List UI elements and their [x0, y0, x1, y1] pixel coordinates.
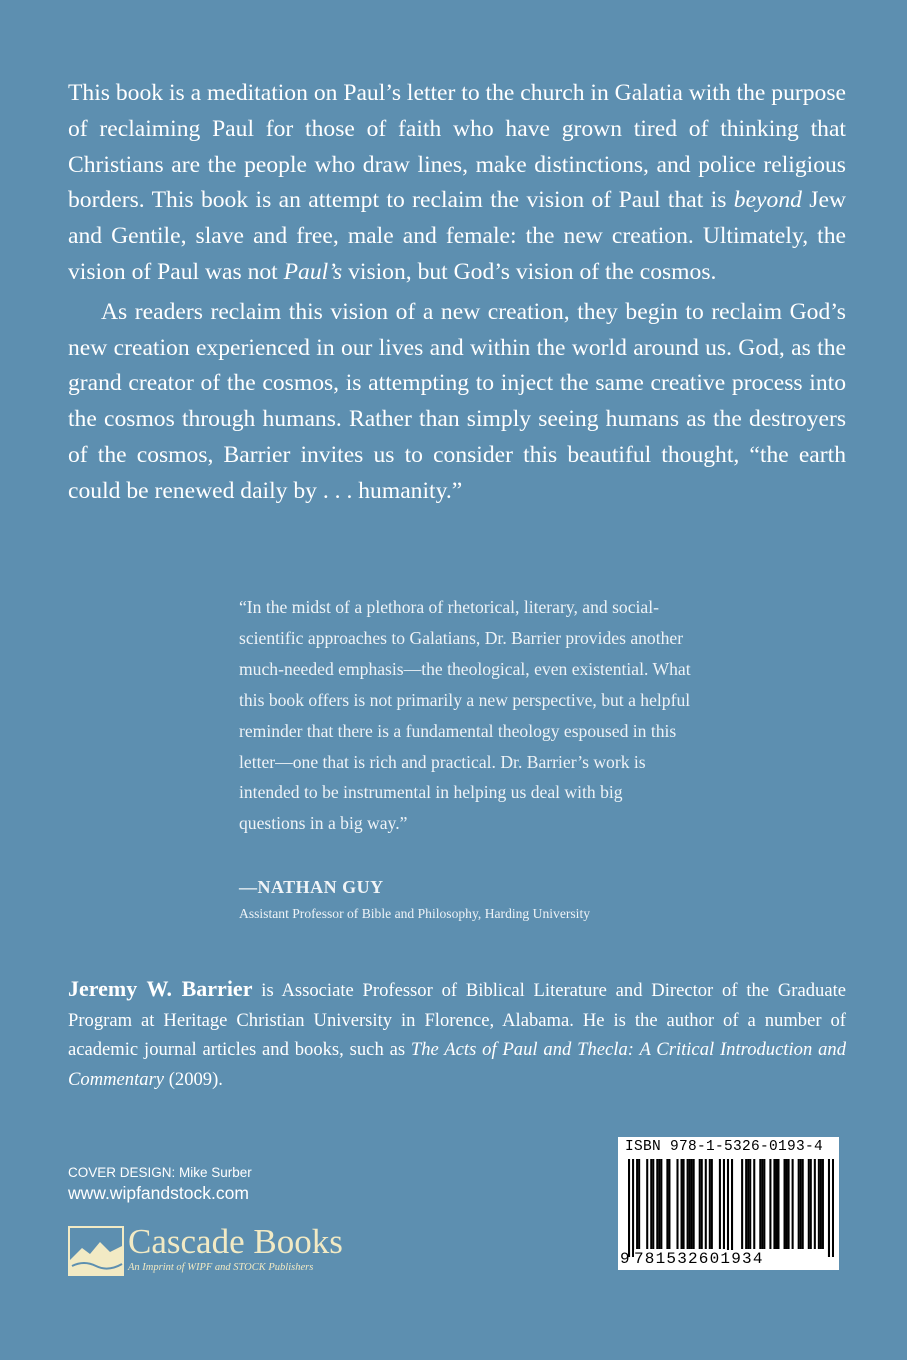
barcode-bar: [650, 1159, 652, 1249]
barcode-bar: [660, 1159, 662, 1249]
barcode-bar: [784, 1159, 786, 1249]
barcode-bar: [632, 1159, 634, 1257]
author-bio: Jeremy W. Barrier is Associate Professor of Biblical Literature and Director of the Graduate Program at Heritage Christian University in Florence, Alabama. He is the author of a number of academic journal articles and books, such as The Acts of Paul and Thecla: A Critical Introduction and Commentary (2009).: [68, 976, 846, 1090]
barcode-bars: [628, 1159, 834, 1257]
barcode-bar: [628, 1159, 630, 1257]
barcode-bar: [681, 1159, 683, 1249]
blurb-paragraph-1: This book is a meditation on Paul’s letter to the church in Galatia with the purpose of reclaiming Paul for those of faith who have grown tired of thinking that Christians are the people who draw lines, make distinctions, and police religious borders. This book is an attempt to reclaim the vision of Paul that is beyond Jew and Gentile, slave and free, male and female: the new creation. Ultimately, the vision of Paul was not Paul’s vision, but God’s vision of the cosmos.: [68, 80, 846, 285]
barcode-bar: [759, 1159, 761, 1249]
barcode-bar: [769, 1159, 771, 1249]
barcode-bar: [814, 1159, 816, 1249]
barcode-bar: [731, 1159, 733, 1257]
barcode-bar: [810, 1159, 812, 1249]
barcode-bar: [763, 1159, 765, 1249]
barcode-bar: [676, 1159, 678, 1249]
barcode-bar: [638, 1159, 640, 1249]
barcode-bar: [773, 1159, 775, 1249]
barcode-bar: [636, 1159, 638, 1249]
barcode-bar: [777, 1159, 779, 1249]
barcode-bar: [719, 1159, 721, 1249]
barcode-bar: [701, 1159, 703, 1249]
barcode-first-digit: 9: [620, 1250, 631, 1268]
barcode-bar: [693, 1159, 695, 1249]
barcode-bar: [656, 1159, 658, 1249]
publisher-logo: [68, 1222, 398, 1282]
barcode-bar: [741, 1159, 743, 1249]
blurb-emphasis-beyond: beyond: [733, 187, 802, 214]
author-name: Jeremy W. Barrier: [68, 976, 253, 1001]
barcode-bar: [691, 1159, 693, 1249]
barcode-bar: [666, 1159, 668, 1249]
publisher-tagline: An Imprint of WIPF and STOCK Publishers: [128, 1262, 314, 1273]
cover-design-credit: COVER DESIGN: Mike Surber: [68, 1165, 252, 1180]
barcode-bar: [747, 1159, 749, 1249]
barcode-bar: [786, 1159, 788, 1249]
book-title: The Acts of Paul and Thecla: A Critical Introduction and Commentary: [68, 1039, 846, 1090]
barcode-bar: [802, 1159, 804, 1249]
barcode-bar: [761, 1159, 763, 1249]
publisher-website-link[interactable]: www.wipfandstock.com: [68, 1183, 249, 1203]
barcode-bar: [652, 1159, 654, 1249]
barcode-bar: [798, 1159, 800, 1249]
barcode-main-digits: 781532601934: [634, 1250, 764, 1268]
publisher-name: Cascade Books: [128, 1222, 343, 1261]
barcode-bar: [658, 1159, 660, 1249]
back-cover-blurb: [68, 76, 846, 510]
barcode-bar: [727, 1159, 729, 1257]
blurb-emphasis-pauls: Paul’s: [283, 258, 343, 285]
endorsement-author-role: Assistant Professor of Bible and Philosophy, Harding University: [239, 906, 591, 921]
barcode-bar: [687, 1159, 689, 1249]
barcode-bar: [832, 1159, 834, 1257]
barcode-bar: [705, 1159, 707, 1249]
barcode-bar: [683, 1159, 685, 1249]
mountain-waterfall-icon: [68, 1226, 124, 1276]
endorsement-quote: “In the midst of a plethora of rhetorical, literary, and social-scientific approaches to Galatians, Dr. Barrier provides another much-needed emphasis—the theological, even existential. What this book offers is not primarily a new perspective, but a helpful reminder that there is a fundamental theology espoused in this letter—one that is rich and practical. Dr. Barrier’s work is intended to be instrumental in helping us deal with big questions in a big way.”: [239, 597, 691, 834]
barcode-bar: [792, 1159, 794, 1249]
barcode-bar: [699, 1159, 701, 1249]
barcode-bar: [709, 1159, 711, 1249]
barcode-bar: [788, 1159, 790, 1249]
barcode-bar: [668, 1159, 670, 1249]
barcode-bar: [646, 1159, 648, 1249]
endorsement-author: —NATHAN GUY: [239, 877, 384, 897]
barcode-bar: [749, 1159, 751, 1249]
barcode-bar: [711, 1159, 713, 1249]
isbn-barcode: [618, 1137, 839, 1270]
barcode-bar: [723, 1159, 725, 1249]
barcode-bar: [753, 1159, 755, 1249]
isbn-label: ISBN 978-1-5326-0193-4: [625, 1139, 824, 1155]
barcode-bar: [820, 1159, 822, 1249]
barcode-digits: [618, 1250, 841, 1268]
blurb-paragraph-2: As readers reclaim this vision of a new creation, they begin to reclaim God’s new creation experienced in our lives and within the world around us. God, as the grand creator of the cosmos, is attempting to inject the same creative process into the cosmos through humans. Rather than simply seeing humans as the destroyers of the cosmos, Barrier invites us to consider this beautiful thought, “the earth could be renewed daily by . . . humanity.”: [68, 298, 846, 504]
barcode-bar: [828, 1159, 830, 1257]
barcode-bar: [818, 1159, 820, 1249]
barcode-bar: [822, 1159, 824, 1249]
barcode-bar: [745, 1159, 747, 1249]
barcode-bar: [808, 1159, 810, 1249]
barcode-bar: [775, 1159, 777, 1249]
barcode-bar: [800, 1159, 802, 1249]
barcode-bar: [689, 1159, 691, 1249]
